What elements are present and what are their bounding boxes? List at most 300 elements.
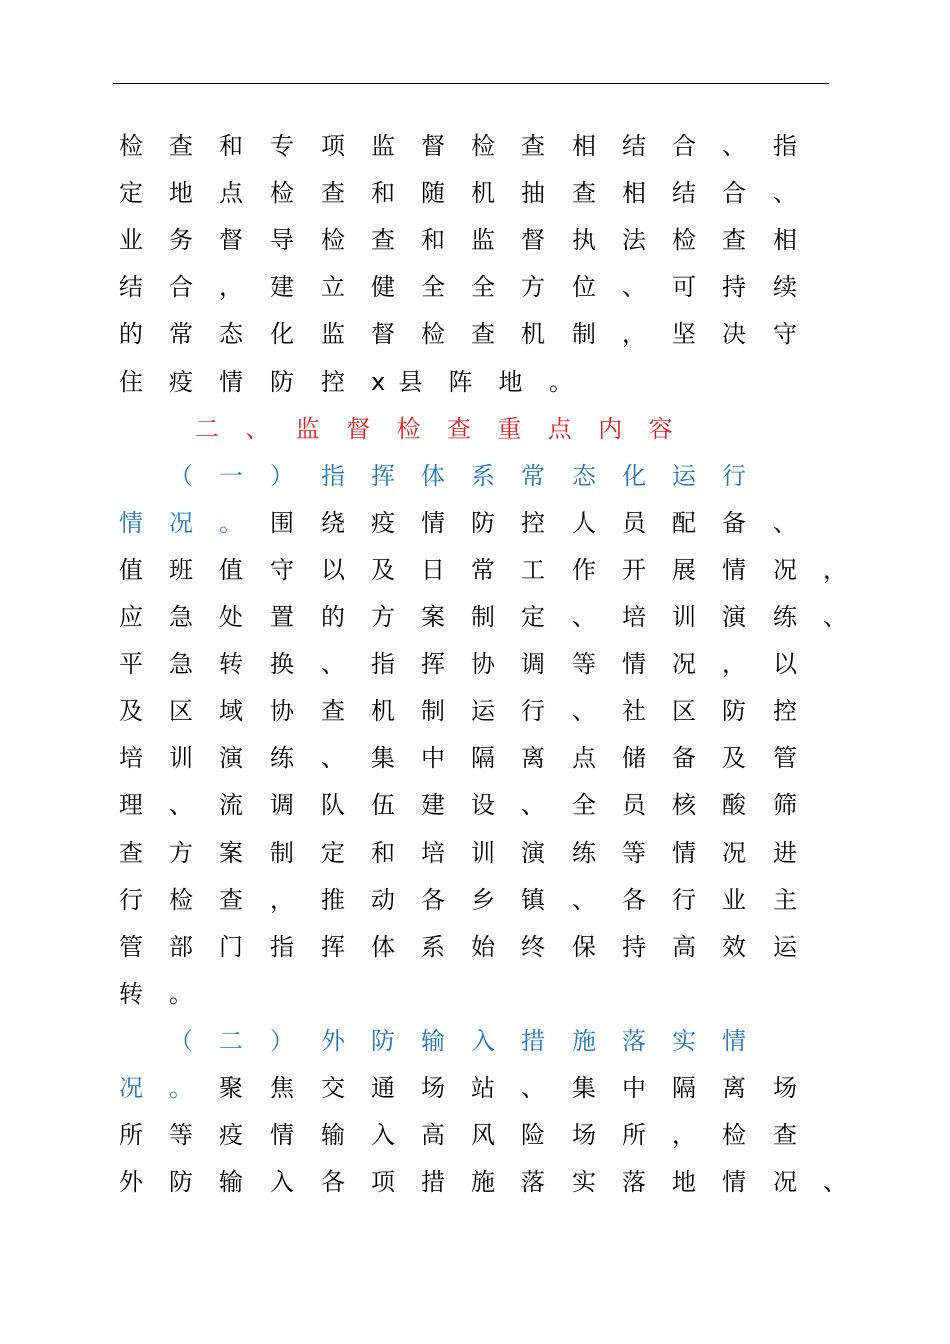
char-cell: 训 bbox=[471, 838, 495, 867]
char-cell: 机 bbox=[521, 320, 545, 349]
char-cell: 备 bbox=[672, 744, 696, 773]
char-cell: 检 bbox=[672, 226, 696, 255]
char-cell: 态 bbox=[219, 320, 243, 349]
char-cell: 疫 bbox=[219, 1121, 243, 1150]
char-cell: 镇 bbox=[521, 885, 545, 914]
char-cell: 日 bbox=[421, 555, 445, 584]
char-cell: 、 bbox=[321, 650, 345, 679]
char-cell: 况 bbox=[169, 508, 193, 537]
char-cell: 情 bbox=[722, 1168, 746, 1197]
char-cell: 演 bbox=[521, 838, 545, 867]
text-line bbox=[0, 123, 950, 170]
char-cell: 建 bbox=[270, 273, 294, 302]
char-cell: 练 bbox=[270, 744, 294, 773]
char-cell: 调 bbox=[521, 650, 545, 679]
char-cell: 情 bbox=[219, 367, 243, 396]
char-cell: 查 bbox=[321, 697, 345, 726]
char-cell: 可 bbox=[672, 273, 696, 302]
char-cell: 输 bbox=[321, 1121, 345, 1150]
char-cell: 终 bbox=[521, 932, 545, 961]
char-cell: ， bbox=[722, 650, 746, 679]
char-cell: 交 bbox=[321, 1074, 345, 1102]
char-cell: 区 bbox=[672, 697, 696, 726]
char-cell: 运 bbox=[471, 697, 495, 726]
char-cell: 相 bbox=[622, 179, 646, 208]
char-cell: 防 bbox=[169, 1168, 193, 1197]
char-cell: 演 bbox=[722, 603, 746, 631]
char-cell: 查 bbox=[371, 226, 395, 255]
char-cell: 结 bbox=[622, 132, 646, 160]
char-cell: 所 bbox=[622, 1121, 646, 1150]
char-cell: 储 bbox=[622, 744, 646, 773]
char-cell: 备 bbox=[722, 508, 746, 537]
char-cell: 、 bbox=[169, 791, 193, 820]
char-cell: 立 bbox=[321, 273, 345, 302]
char-cell: 和 bbox=[371, 838, 395, 867]
char-cell: 情 bbox=[722, 1026, 746, 1055]
char-cell: 行 bbox=[521, 697, 545, 726]
char-cell: 导 bbox=[270, 226, 294, 255]
char-cell: 措 bbox=[421, 1168, 445, 1197]
char-cell: 入 bbox=[371, 1121, 395, 1150]
char-cell: 全 bbox=[572, 791, 596, 820]
char-cell: 检 bbox=[321, 226, 345, 255]
char-cell: 训 bbox=[672, 603, 696, 631]
char-cell: 健 bbox=[371, 273, 395, 302]
char-cell: 、 bbox=[773, 179, 797, 208]
char-cell: 乡 bbox=[471, 885, 495, 914]
char-cell: 合 bbox=[672, 132, 696, 160]
char-cell: 检 bbox=[119, 132, 143, 160]
char-cell: 运 bbox=[773, 932, 797, 961]
char-cell: 调 bbox=[270, 791, 294, 820]
char-cell: 、 bbox=[572, 603, 596, 631]
text-line bbox=[0, 1018, 950, 1065]
char-cell: 落 bbox=[622, 1168, 646, 1197]
char-cell: 守 bbox=[270, 555, 294, 584]
char-cell: ， bbox=[672, 1121, 696, 1150]
char-cell: 急 bbox=[169, 650, 193, 679]
char-cell: 查 bbox=[722, 226, 746, 255]
char-cell: 演 bbox=[219, 744, 243, 773]
char-cell: ） bbox=[270, 461, 294, 490]
char-cell: 检 bbox=[169, 885, 193, 914]
char-cell: 理 bbox=[119, 791, 143, 820]
char-cell: （ bbox=[169, 461, 193, 490]
char-cell: 施 bbox=[471, 1168, 495, 1197]
char-cell: 抽 bbox=[521, 179, 545, 208]
char-cell: 况 bbox=[722, 838, 746, 867]
char-cell: 守 bbox=[773, 320, 797, 349]
char-cell: 县 bbox=[398, 367, 423, 396]
char-cell: 点 bbox=[547, 414, 572, 443]
char-cell: 工 bbox=[521, 555, 545, 584]
char-cell: 外 bbox=[119, 1168, 143, 1197]
char-cell: 练 bbox=[572, 838, 596, 867]
text-line bbox=[0, 170, 950, 217]
text-line bbox=[0, 406, 950, 453]
char-cell: 随 bbox=[421, 179, 445, 208]
char-cell: 和 bbox=[421, 226, 445, 255]
char-cell: 推 bbox=[321, 885, 345, 914]
char-cell: 全 bbox=[471, 273, 495, 302]
char-cell: 所 bbox=[119, 1121, 143, 1150]
char-cell: 查 bbox=[572, 179, 596, 208]
char-cell: 合 bbox=[169, 273, 193, 302]
char-cell: 应 bbox=[119, 603, 143, 631]
char-cell: 、 bbox=[245, 414, 270, 443]
char-cell: 人 bbox=[572, 508, 596, 537]
char-cell: 入 bbox=[270, 1168, 294, 1197]
char-cell: 险 bbox=[521, 1121, 545, 1150]
char-cell: 协 bbox=[471, 650, 495, 679]
char-cell: 酸 bbox=[722, 791, 746, 820]
char-cell: 落 bbox=[521, 1168, 545, 1197]
char-cell: 督 bbox=[346, 414, 371, 443]
char-cell: 全 bbox=[421, 273, 445, 302]
char-cell: 监 bbox=[471, 226, 495, 255]
char-cell: 、 bbox=[622, 273, 646, 302]
char-cell: 及 bbox=[722, 744, 746, 773]
char-cell: 离 bbox=[722, 1074, 746, 1102]
char-cell: 务 bbox=[169, 226, 193, 255]
char-cell: 处 bbox=[219, 603, 243, 631]
char-cell: 体 bbox=[421, 461, 445, 490]
char-cell: 续 bbox=[773, 273, 797, 302]
char-cell: 常 bbox=[169, 320, 193, 349]
char-cell: x bbox=[371, 367, 386, 396]
char-cell: 设 bbox=[471, 791, 495, 820]
char-cell: 查 bbox=[447, 414, 471, 443]
char-cell: 机 bbox=[471, 179, 495, 208]
text-line bbox=[0, 641, 950, 688]
char-cell: 内 bbox=[598, 414, 623, 443]
char-cell: 、 bbox=[773, 508, 797, 537]
char-cell: 点 bbox=[219, 179, 243, 208]
char-cell: 平 bbox=[119, 650, 143, 679]
char-cell: 高 bbox=[672, 932, 696, 961]
char-cell: 挥 bbox=[321, 932, 345, 961]
char-cell: 况 bbox=[119, 1074, 143, 1102]
char-cell: 挥 bbox=[371, 461, 395, 490]
char-cell: 常 bbox=[521, 461, 545, 490]
char-cell: 门 bbox=[219, 932, 243, 961]
char-cell: 中 bbox=[421, 744, 445, 773]
char-cell: 的 bbox=[119, 320, 143, 349]
char-cell: 督 bbox=[421, 132, 445, 160]
char-cell: 化 bbox=[270, 320, 294, 349]
char-cell: 员 bbox=[622, 508, 646, 537]
char-cell: 各 bbox=[622, 885, 646, 914]
char-cell: 二 bbox=[219, 1026, 243, 1055]
text-line bbox=[0, 453, 950, 500]
char-cell: ， bbox=[622, 320, 646, 349]
text-line bbox=[0, 217, 950, 264]
char-cell: 展 bbox=[672, 555, 696, 584]
char-cell: 监 bbox=[371, 132, 395, 160]
char-cell: 住 bbox=[119, 367, 143, 396]
char-cell: 围 bbox=[270, 508, 294, 537]
char-cell: 行 bbox=[119, 885, 143, 914]
char-cell: 结 bbox=[119, 273, 143, 302]
char-cell: 队 bbox=[321, 791, 345, 820]
char-cell: 伍 bbox=[371, 791, 395, 820]
char-cell: 指 bbox=[371, 650, 395, 679]
char-cell: 查 bbox=[471, 320, 495, 349]
char-cell: 以 bbox=[773, 650, 797, 679]
char-cell: 情 bbox=[722, 555, 746, 584]
char-cell: 以 bbox=[321, 555, 345, 584]
char-cell: 检 bbox=[396, 414, 421, 443]
char-cell: 急 bbox=[169, 603, 193, 631]
char-cell: 管 bbox=[773, 744, 797, 773]
char-cell: 案 bbox=[219, 838, 243, 867]
char-cell: 实 bbox=[672, 1026, 696, 1055]
char-cell: 况 bbox=[773, 1168, 797, 1197]
char-cell: 疫 bbox=[169, 367, 193, 396]
char-cell: 情 bbox=[672, 838, 696, 867]
char-cell: 定 bbox=[119, 179, 143, 208]
char-cell: 查 bbox=[521, 132, 545, 160]
char-cell: 施 bbox=[572, 1026, 596, 1055]
char-cell: 点 bbox=[572, 744, 596, 773]
char-cell: 二 bbox=[195, 414, 219, 443]
char-cell: 培 bbox=[421, 838, 445, 867]
char-cell: 离 bbox=[521, 744, 545, 773]
char-cell: 、 bbox=[722, 132, 746, 160]
text-line bbox=[0, 264, 950, 311]
char-cell: 员 bbox=[622, 791, 646, 820]
char-cell: 转 bbox=[219, 650, 243, 679]
char-cell: 化 bbox=[622, 461, 646, 490]
char-cell: 案 bbox=[421, 603, 445, 631]
char-cell: 制 bbox=[270, 838, 294, 867]
char-cell: 场 bbox=[773, 1074, 797, 1102]
text-line bbox=[0, 830, 950, 877]
char-cell: 防 bbox=[722, 697, 746, 726]
char-cell: 的 bbox=[321, 603, 345, 631]
char-cell: 相 bbox=[572, 132, 596, 160]
char-cell: 指 bbox=[270, 932, 294, 961]
char-cell: 重 bbox=[497, 414, 522, 443]
char-cell: 区 bbox=[169, 697, 193, 726]
char-cell: 系 bbox=[471, 461, 495, 490]
char-cell: 动 bbox=[371, 885, 395, 914]
char-cell: 高 bbox=[421, 1121, 445, 1150]
char-cell: 等 bbox=[572, 650, 596, 679]
char-cell: 培 bbox=[119, 744, 143, 773]
char-cell: 检 bbox=[421, 320, 445, 349]
char-cell: 阵 bbox=[448, 367, 473, 396]
char-cell: 法 bbox=[622, 226, 646, 255]
text-line bbox=[0, 359, 950, 406]
char-cell: 落 bbox=[622, 1026, 646, 1055]
char-cell: 训 bbox=[169, 744, 193, 773]
char-cell: 检 bbox=[471, 132, 495, 160]
text-line bbox=[0, 547, 950, 594]
char-cell: 方 bbox=[521, 273, 545, 302]
char-cell: 一 bbox=[219, 461, 243, 490]
char-cell: 地 bbox=[672, 1168, 696, 1197]
char-cell: 况 bbox=[773, 555, 797, 584]
char-cell: 专 bbox=[270, 132, 294, 160]
text-line bbox=[0, 311, 950, 358]
char-cell: 等 bbox=[169, 1121, 193, 1150]
char-cell: 疫 bbox=[371, 508, 395, 537]
char-cell: 查 bbox=[169, 132, 193, 160]
char-cell: 建 bbox=[421, 791, 445, 820]
char-cell: 各 bbox=[421, 885, 445, 914]
char-cell: 决 bbox=[722, 320, 746, 349]
text-line bbox=[0, 924, 950, 971]
char-cell: 防 bbox=[270, 367, 294, 396]
char-cell: 效 bbox=[722, 932, 746, 961]
text-line bbox=[0, 1159, 950, 1206]
char-cell: 场 bbox=[572, 1121, 596, 1150]
char-cell: 进 bbox=[773, 838, 797, 867]
char-cell: 定 bbox=[521, 603, 545, 631]
char-cell: 容 bbox=[648, 414, 673, 443]
char-cell: 检 bbox=[722, 1121, 746, 1150]
char-cell: 、 bbox=[823, 1168, 847, 1197]
char-cell: 防 bbox=[371, 1026, 395, 1055]
char-cell: 等 bbox=[622, 838, 646, 867]
text-line bbox=[0, 782, 950, 829]
text-line bbox=[0, 971, 950, 1018]
char-cell: 入 bbox=[471, 1026, 495, 1055]
char-cell: 实 bbox=[572, 1168, 596, 1197]
char-cell: 合 bbox=[722, 179, 746, 208]
char-cell: 场 bbox=[421, 1074, 445, 1102]
char-cell: 督 bbox=[219, 226, 243, 255]
char-cell: 定 bbox=[321, 838, 345, 867]
char-cell: 、 bbox=[572, 697, 596, 726]
char-cell: 值 bbox=[219, 555, 243, 584]
char-cell: 中 bbox=[622, 1074, 646, 1102]
char-cell: 态 bbox=[572, 461, 596, 490]
char-cell: 班 bbox=[169, 555, 193, 584]
char-cell: 情 bbox=[622, 650, 646, 679]
char-cell: 转 bbox=[119, 979, 143, 1008]
char-cell: 练 bbox=[773, 603, 797, 631]
char-cell: 方 bbox=[169, 838, 193, 867]
char-cell: 协 bbox=[270, 697, 294, 726]
char-cell: 风 bbox=[471, 1121, 495, 1150]
char-cell: 、 bbox=[521, 791, 545, 820]
char-cell: 查 bbox=[773, 1121, 797, 1150]
char-cell: 站 bbox=[471, 1074, 495, 1102]
char-cell: 措 bbox=[521, 1026, 545, 1055]
char-cell: 制 bbox=[471, 603, 495, 631]
char-cell: 开 bbox=[622, 555, 646, 584]
char-cell: 焦 bbox=[270, 1074, 294, 1102]
char-cell: 情 bbox=[119, 508, 143, 537]
char-cell: 值 bbox=[119, 555, 143, 584]
char-cell: ） bbox=[270, 1026, 294, 1055]
char-cell: 查 bbox=[321, 179, 345, 208]
char-cell: 始 bbox=[471, 932, 495, 961]
char-cell: 、 bbox=[321, 744, 345, 773]
char-cell: 项 bbox=[371, 1168, 395, 1197]
char-cell: 结 bbox=[672, 179, 696, 208]
char-cell: 业 bbox=[722, 885, 746, 914]
char-cell: 及 bbox=[371, 555, 395, 584]
char-cell: 指 bbox=[773, 132, 797, 160]
char-cell: 培 bbox=[622, 603, 646, 631]
char-cell: 控 bbox=[773, 697, 797, 726]
char-cell: 持 bbox=[722, 273, 746, 302]
char-cell: 管 bbox=[119, 932, 143, 961]
text-line bbox=[0, 877, 950, 924]
char-cell: 及 bbox=[119, 697, 143, 726]
char-cell: 输 bbox=[219, 1168, 243, 1197]
char-cell: 方 bbox=[371, 603, 395, 631]
char-cell: 机 bbox=[371, 697, 395, 726]
char-cell: 持 bbox=[622, 932, 646, 961]
char-cell: ， bbox=[270, 885, 294, 914]
char-cell: 筛 bbox=[773, 791, 797, 820]
text-line bbox=[0, 500, 950, 547]
char-cell: ， bbox=[219, 273, 243, 302]
text-line bbox=[0, 594, 950, 641]
char-cell: 绕 bbox=[321, 508, 345, 537]
char-cell: 坚 bbox=[672, 320, 696, 349]
char-cell: 位 bbox=[572, 273, 596, 302]
char-cell: 输 bbox=[421, 1026, 445, 1055]
char-cell: 执 bbox=[572, 226, 596, 255]
char-cell: 、 bbox=[521, 1074, 545, 1102]
char-cell: 配 bbox=[672, 508, 696, 537]
char-cell: 情 bbox=[421, 508, 445, 537]
char-cell: 项 bbox=[321, 132, 345, 160]
char-cell: 和 bbox=[219, 132, 243, 160]
char-cell: 查 bbox=[219, 885, 243, 914]
char-cell: 通 bbox=[371, 1074, 395, 1102]
char-cell: 系 bbox=[421, 932, 445, 961]
char-cell: 核 bbox=[672, 791, 696, 820]
char-cell: 集 bbox=[371, 744, 395, 773]
char-cell: 地 bbox=[498, 367, 523, 396]
char-cell: 域 bbox=[219, 697, 243, 726]
char-cell: 置 bbox=[270, 603, 294, 631]
char-cell: 控 bbox=[521, 508, 545, 537]
char-cell: 地 bbox=[169, 179, 193, 208]
char-cell: 监 bbox=[295, 414, 320, 443]
text-line bbox=[0, 1112, 950, 1159]
char-cell: ， bbox=[823, 555, 847, 584]
char-cell: 。 bbox=[549, 367, 574, 396]
text-line bbox=[0, 1065, 950, 1112]
char-cell: （ bbox=[169, 1026, 193, 1055]
char-cell: 、 bbox=[572, 885, 596, 914]
char-cell: 各 bbox=[321, 1168, 345, 1197]
char-cell: 查 bbox=[119, 838, 143, 867]
char-cell: 。 bbox=[169, 979, 193, 1008]
char-cell: 运 bbox=[672, 461, 696, 490]
char-cell: 隔 bbox=[471, 744, 495, 773]
char-cell: 外 bbox=[321, 1026, 345, 1055]
char-cell: 指 bbox=[321, 461, 345, 490]
char-cell: 检 bbox=[270, 179, 294, 208]
char-cell: 防 bbox=[471, 508, 495, 537]
char-cell: 相 bbox=[773, 226, 797, 255]
text-line bbox=[0, 688, 950, 735]
char-cell: 行 bbox=[672, 885, 696, 914]
char-cell: 督 bbox=[521, 226, 545, 255]
char-cell: 行 bbox=[722, 461, 746, 490]
text-line bbox=[0, 735, 950, 782]
char-cell: 督 bbox=[371, 320, 395, 349]
